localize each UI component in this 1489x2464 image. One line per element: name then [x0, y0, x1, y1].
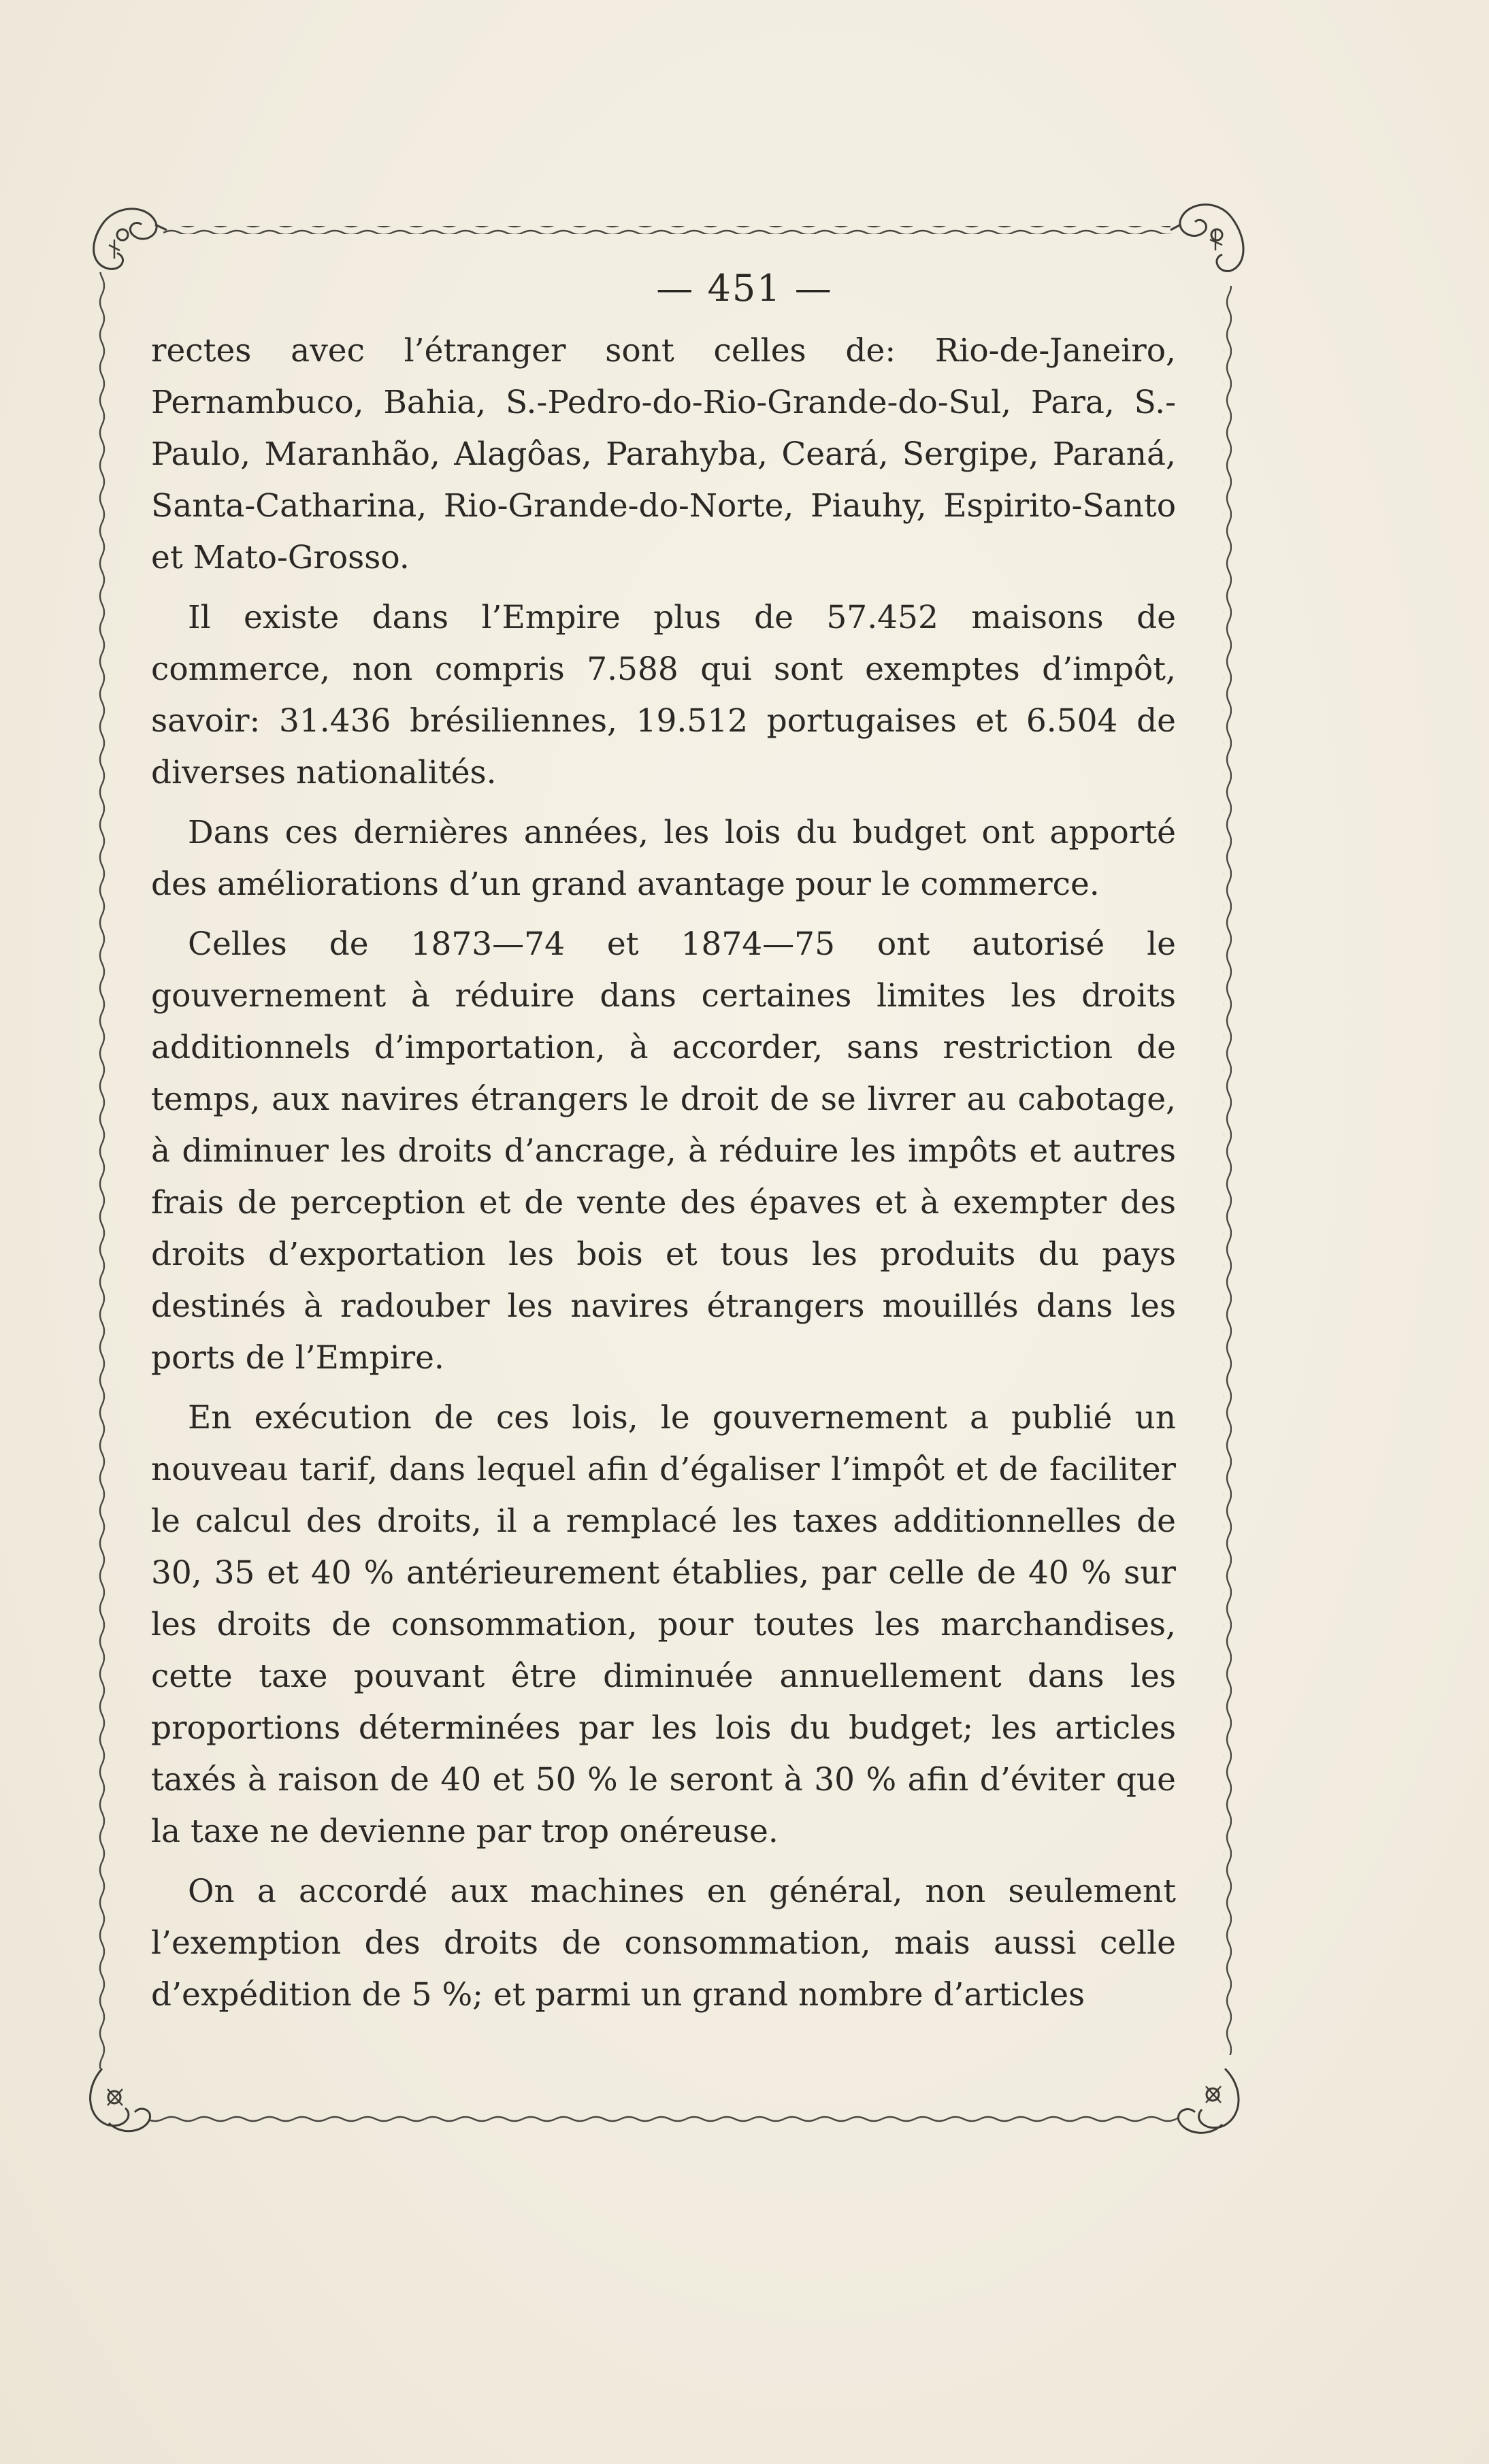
corner-ornament-bottom-left	[91, 2069, 150, 2131]
paragraph-5: En exécution de ces lois, le gouvernement a publié un nouveau tarif, dans lequel afin d’égaliser l’impôt et de faciliter le calcul des droits, il a remplacé les taxes additionnelles de 30, 35 et 40 % antérieurement établies, par celle de 40 % sur les droits de consommation, pour toutes les marchandises, cette taxe pouvant être diminuée annuellement dans les proportions déterminées par les lois du budget; les articles taxés à raison de 40 et 50 % le seront à 30 % afin d’éviter que la taxe ne devienne par trop onéreuse.	[151, 1399, 1176, 1850]
paragraph-6: On a accordé aux machines en général, non seulement l’exemption des droits de consommation, mais aussi celle d’expédition de 5 %; et parmi un grand nombre d’articles	[151, 1873, 1176, 2014]
corner-ornament-top-right	[1171, 205, 1243, 272]
page-number: — 451 —	[656, 267, 833, 310]
corner-ornament-top-left	[94, 209, 167, 269]
paragraph-2: Il existe dans l’Empire plus de 57.452 maisons de commerce, non compris 7.588 qui sont exemptes d’impôt, savoir: 31.436 brésiliennes, 19.512 portugaises et 6.504 de diverses nationalités.	[151, 599, 1176, 791]
corner-ornament-bottom-right	[1178, 2069, 1239, 2133]
border-bottom-line	[150, 2115, 1177, 2123]
border-top-line	[163, 226, 1171, 234]
border-left-line	[98, 272, 106, 2069]
body-text	[151, 325, 1176, 2029]
border-right-line	[1224, 286, 1232, 2055]
paragraph-1: rectes avec l’étranger sont celles de: Rio-de-Janeiro, Pernambuco, Bahia, S.-Pedro-do-Rio-Grande-do-Sul, Para, S.-Paulo, Maranhão, Alagôas, Parahyba, Ceará, Sergipe, Paraná, Santa-Catharina, Rio-Grande-do-Norte, Piauhy, Espirito-Santo et Mato-Grosso.	[151, 332, 1176, 576]
paragraph-4: Celles de 1873—74 et 1874—75 ont autorisé le gouvernement à réduire dans certaines limites les droits additionnels d’importation, à accorder, sans restriction de temps, aux navires étrangers le droit de se livrer au cabotage, à diminuer les droits d’ancrage, à réduire les impôts et autres frais de perception et de vente des épaves et à exempter des droits d’exportation les bois et tous les produits du pays destinés à radouber les navires étrangers mouillés dans les ports de l’Empire.	[151, 925, 1176, 1377]
paragraph-3: Dans ces dernières années, les lois du budget ont apporté des améliorations d’un grand avantage pour le commerce.	[151, 814, 1176, 903]
